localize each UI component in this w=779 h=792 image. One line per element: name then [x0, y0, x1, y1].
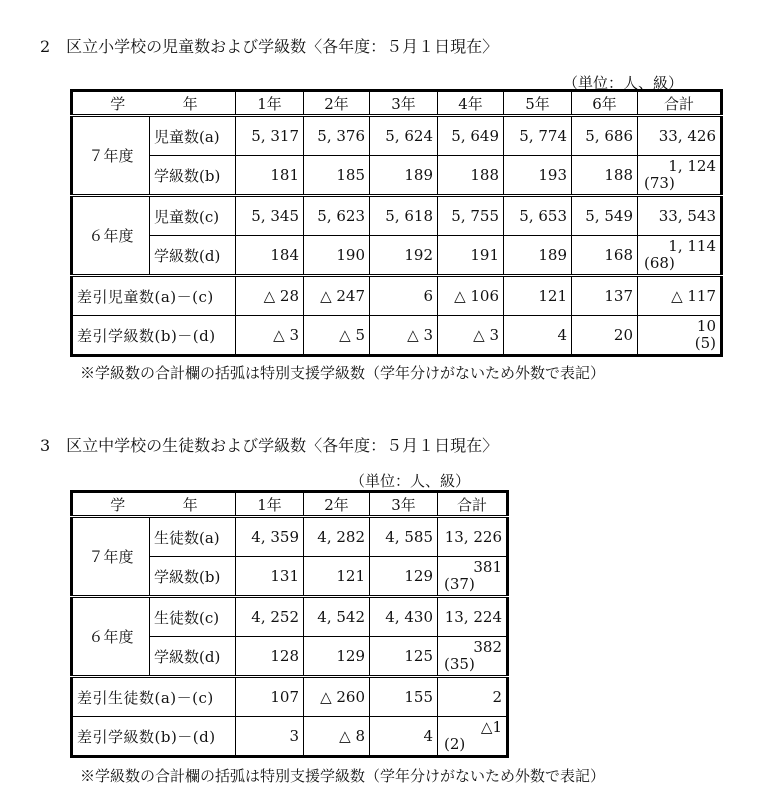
- table-row: [72, 116, 722, 156]
- cell: 5, 376: [304, 116, 370, 156]
- cell: 4: [370, 717, 438, 757]
- header-col: 合計: [438, 492, 508, 517]
- row-label: 児童数(c): [150, 196, 236, 236]
- row-label: 学級数(b): [150, 557, 236, 597]
- cell: 4, 359: [236, 517, 304, 557]
- diff-label: 差引学級数(b)－(d): [72, 717, 236, 757]
- header-grade-label: [72, 91, 236, 116]
- cell: 5, 755: [438, 196, 504, 236]
- table-row: [72, 517, 508, 557]
- cell: 137: [572, 276, 638, 316]
- total-special: (5): [694, 334, 716, 352]
- header-label-a: 学: [110, 94, 126, 113]
- cell: △ 28: [236, 276, 304, 316]
- total-special: (37): [444, 575, 475, 593]
- cell: 189: [504, 236, 572, 276]
- cell: 3: [236, 717, 304, 757]
- total-special: (35): [444, 655, 475, 673]
- cell: 4, 282: [304, 517, 370, 557]
- cell: 5, 623: [304, 196, 370, 236]
- cell: 129: [370, 557, 438, 597]
- cell: 131: [236, 557, 304, 597]
- header-col: 1年: [236, 492, 304, 517]
- cell: 5, 653: [504, 196, 572, 236]
- table-row: [72, 196, 722, 236]
- total-cell: [438, 557, 508, 597]
- table-row: [72, 236, 722, 276]
- cell: 4: [504, 316, 572, 356]
- cell: 192: [370, 236, 438, 276]
- total-value: 1, 124: [668, 157, 716, 175]
- cell: 5, 549: [572, 196, 638, 236]
- cell: 189: [370, 156, 438, 196]
- cell: 6: [370, 276, 438, 316]
- cell: 185: [304, 156, 370, 196]
- year-label: ７年度: [72, 517, 150, 597]
- cell: 128: [236, 637, 304, 677]
- section2-title: 2 区立小学校の児童数および学級数〈各年度：５月１日現在〉: [40, 37, 499, 56]
- total-value: 1, 114: [668, 237, 716, 255]
- year-label: ７年度: [72, 116, 150, 196]
- total-value: 10: [696, 317, 716, 335]
- diff-row: [72, 316, 722, 356]
- header-grade-label: [72, 492, 236, 517]
- total-cell: 13, 224: [438, 597, 508, 637]
- total-cell: 33, 426: [638, 116, 722, 156]
- cell: 193: [504, 156, 572, 196]
- diff-row: [72, 276, 722, 316]
- cell: 4, 430: [370, 597, 438, 637]
- cell: 5, 345: [236, 196, 304, 236]
- total-cell: 33, 543: [638, 196, 722, 236]
- cell: 168: [572, 236, 638, 276]
- table-row: [72, 156, 722, 196]
- cell: 184: [236, 236, 304, 276]
- diff-row: [72, 717, 508, 757]
- diff-label: 差引児童数(a)－(c): [72, 276, 236, 316]
- cell: 181: [236, 156, 304, 196]
- cell: 4, 585: [370, 517, 438, 557]
- row-label: 生徒数(c): [150, 597, 236, 637]
- cell: △ 3: [236, 316, 304, 356]
- header-col: 6年: [572, 91, 638, 116]
- cell: △ 106: [438, 276, 504, 316]
- header-label-b: 年: [182, 495, 198, 514]
- header-col: 5年: [504, 91, 572, 116]
- section3-title: 3 区立中学校の生徒数および学級数〈各年度：５月１日現在〉: [40, 436, 499, 455]
- row-label: 児童数(a): [150, 116, 236, 156]
- total-special: (68): [644, 254, 675, 272]
- header-label-b: 年: [182, 94, 198, 113]
- cell: 121: [504, 276, 572, 316]
- cell: 5, 774: [504, 116, 572, 156]
- cell: 155: [370, 677, 438, 717]
- header-col: 合計: [638, 91, 722, 116]
- cell: △ 3: [438, 316, 504, 356]
- total-value: 382: [473, 638, 502, 656]
- cell: △ 260: [304, 677, 370, 717]
- total-special: (73): [644, 174, 675, 192]
- header-col: 2年: [304, 91, 370, 116]
- year-label: ６年度: [72, 597, 150, 677]
- cell: 5, 624: [370, 116, 438, 156]
- header-col: 3年: [370, 492, 438, 517]
- row-label: 学級数(d): [150, 236, 236, 276]
- cell: △ 247: [304, 276, 370, 316]
- cell: 188: [572, 156, 638, 196]
- header-col: 3年: [370, 91, 438, 116]
- diff-row: [72, 677, 508, 717]
- cell: 188: [438, 156, 504, 196]
- cell: 5, 618: [370, 196, 438, 236]
- total-cell: [638, 156, 722, 196]
- cell: 4, 252: [236, 597, 304, 637]
- cell: △ 3: [370, 316, 438, 356]
- total-cell: 13, 226: [438, 517, 508, 557]
- row-label: 学級数(d): [150, 637, 236, 677]
- elementary-table: [70, 89, 723, 357]
- year-label: ６年度: [72, 196, 150, 276]
- header-row: [72, 91, 722, 116]
- diff-label: 差引学級数(b)－(d): [72, 316, 236, 356]
- total-cell: [438, 717, 508, 757]
- total-value: △1: [480, 718, 502, 736]
- row-label: 生徒数(a): [150, 517, 236, 557]
- total-cell: [438, 637, 508, 677]
- cell: 20: [572, 316, 638, 356]
- row-label: 学級数(b): [150, 156, 236, 196]
- cell: 4, 542: [304, 597, 370, 637]
- header-row: [72, 492, 508, 517]
- cell: 125: [370, 637, 438, 677]
- total-cell: [638, 236, 722, 276]
- section3-note: ※学級数の合計欄の括弧は特別支援学級数（学年分けがないため外数で表記）: [80, 767, 606, 785]
- cell: 191: [438, 236, 504, 276]
- total-cell: 2: [438, 677, 508, 717]
- cell: 107: [236, 677, 304, 717]
- cell: △ 8: [304, 717, 370, 757]
- table-row: [72, 597, 508, 637]
- total-special: (2): [444, 735, 466, 753]
- header-col: 4年: [438, 91, 504, 116]
- cell: 121: [304, 557, 370, 597]
- total-cell: △ 117: [638, 276, 722, 316]
- total-cell: [638, 316, 722, 356]
- header-label-a: 学: [110, 495, 126, 514]
- cell: 5, 686: [572, 116, 638, 156]
- cell: 5, 649: [438, 116, 504, 156]
- cell: △ 5: [304, 316, 370, 356]
- cell: 190: [304, 236, 370, 276]
- section2-note: ※学級数の合計欄の括弧は特別支援学級数（学年分けがないため外数で表記）: [80, 364, 606, 382]
- header-col: 2年: [304, 492, 370, 517]
- section3-unit: （単位：人、級）: [350, 472, 471, 490]
- section2-unit: （単位：人、級）: [563, 74, 684, 92]
- cell: 129: [304, 637, 370, 677]
- total-value: 381: [473, 558, 502, 576]
- diff-label: 差引生徒数(a)－(c): [72, 677, 236, 717]
- header-col: 1年: [236, 91, 304, 116]
- cell: 5, 317: [236, 116, 304, 156]
- junior-high-table: [70, 490, 509, 758]
